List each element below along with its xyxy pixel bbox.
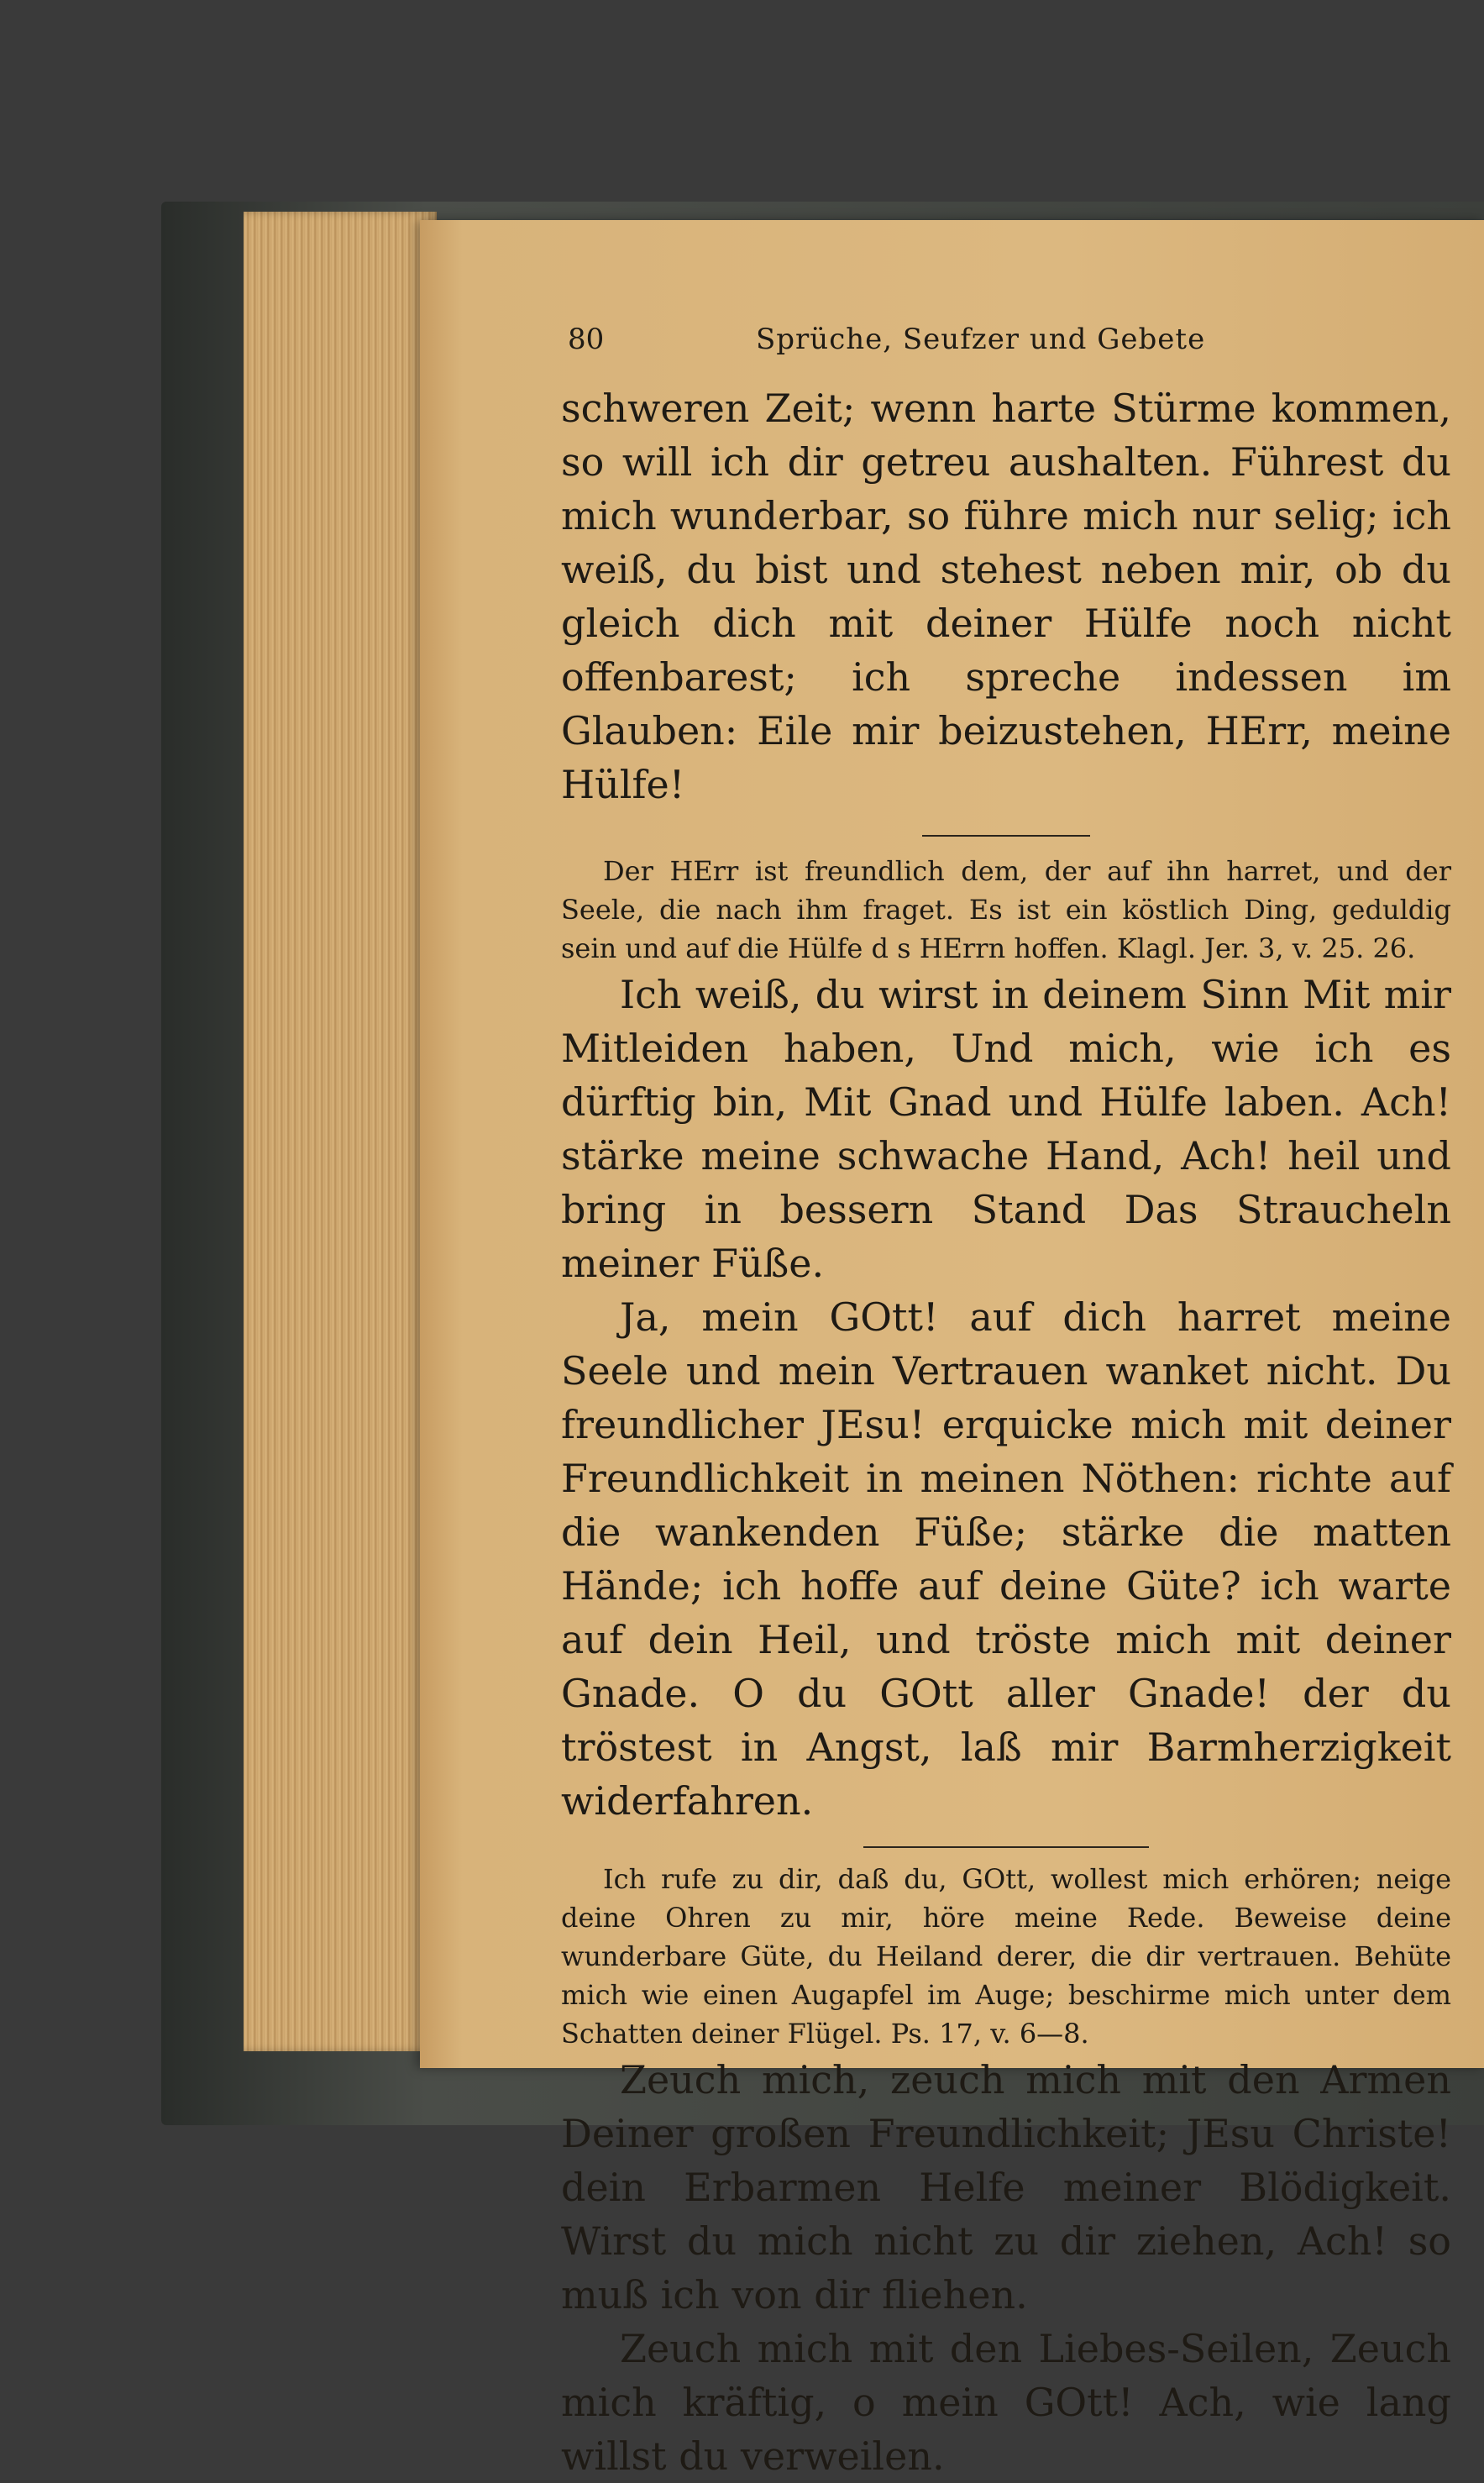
hymn-verse: Ich weiß, du wirst in deinem Sinn Mit mir Mitleiden haben, Und mich, wie ich es dürftig bin, Mit Gnad und Hülfe laben. Ach! stärke meine schwache Hand, Ach! heil und bring in bessern Stand Das Straucheln meiner Füße. [561,972,1451,1286]
divider [863,1846,1149,1848]
running-head: Sprüche, Seufzer und Gebete [756,323,1206,356]
book-page [420,220,1484,2479]
page-edges [244,212,437,2051]
hymn-verse: Zeuch mich mit den Liebes-Seilen, Zeuch mich kräftig, o mein GOtt! Ach, wie lang willst du verweilen. [561,2326,1451,2479]
scripture-quote: Der HErr ist freundlich dem, der auf ihn harret, und der Seele, die nach ihm fraget. Es ist ein köstlich Ding, geduldig sein und auf die Hülfe d s HErrn hoffen. Klagl. Jer. 3, v. 25. 26. [561,855,1451,964]
hymn-verse: Zeuch mich, zeuch mich mit den Armen Deiner großen Freundlichkeit; JEsu Christe! dein Erbarmen Helfe meiner Blödigkeit. Wirst du mich nicht zu dir ziehen, Ach! so muß ich von dir fliehen. [561,2057,1451,2318]
scripture-quote: Ich rufe zu dir, daß du, GOtt, wollest mich erhören; neige deine Ohren zu mir, höre meine Rede. Beweise deine wunderbare Güte, du Heiland derer, die dir vertrauen. Behüte mich wie einen Augapfel im Auge; beschirme mich unter dem Schatten deiner Flügel. Ps. 17, v. 6—8. [561,1863,1451,2050]
page-content [561,312,1451,2483]
paragraph-continuation: schweren Zeit; wenn harte Stürme kommen, so will ich dir getreu aushalten. Führest du mich wunderbar, so führe mich nur selig; ich weiß, du bist und stehest neben mir, ob du gleich dich mit deiner Hülfe noch nicht offenbarest; ich spreche indessen im Glauben: Eile mir beizustehen, HErr, meine Hülfe! [561,386,1451,807]
divider [922,835,1090,837]
prayer-paragraph: Ja, mein GOtt! auf dich harret meine Seele und mein Vertrauen wanket nicht. Du freundlicher JEsu! erquicke mich mit deiner Freundlichkeit in meinen Nöthen: richte auf die wankenden Füße; stärke die matten Hände; ich hoffe auf deine Güte? ich warte auf dein Heil, und tröste mich mit deiner Gnade. O du GOtt aller Gnade! der du tröstest in Angst, laß mir Barmherzigkeit widerfahren. [561,1294,1451,1824]
page-header [561,312,1451,371]
page-number: 80 [568,323,605,356]
